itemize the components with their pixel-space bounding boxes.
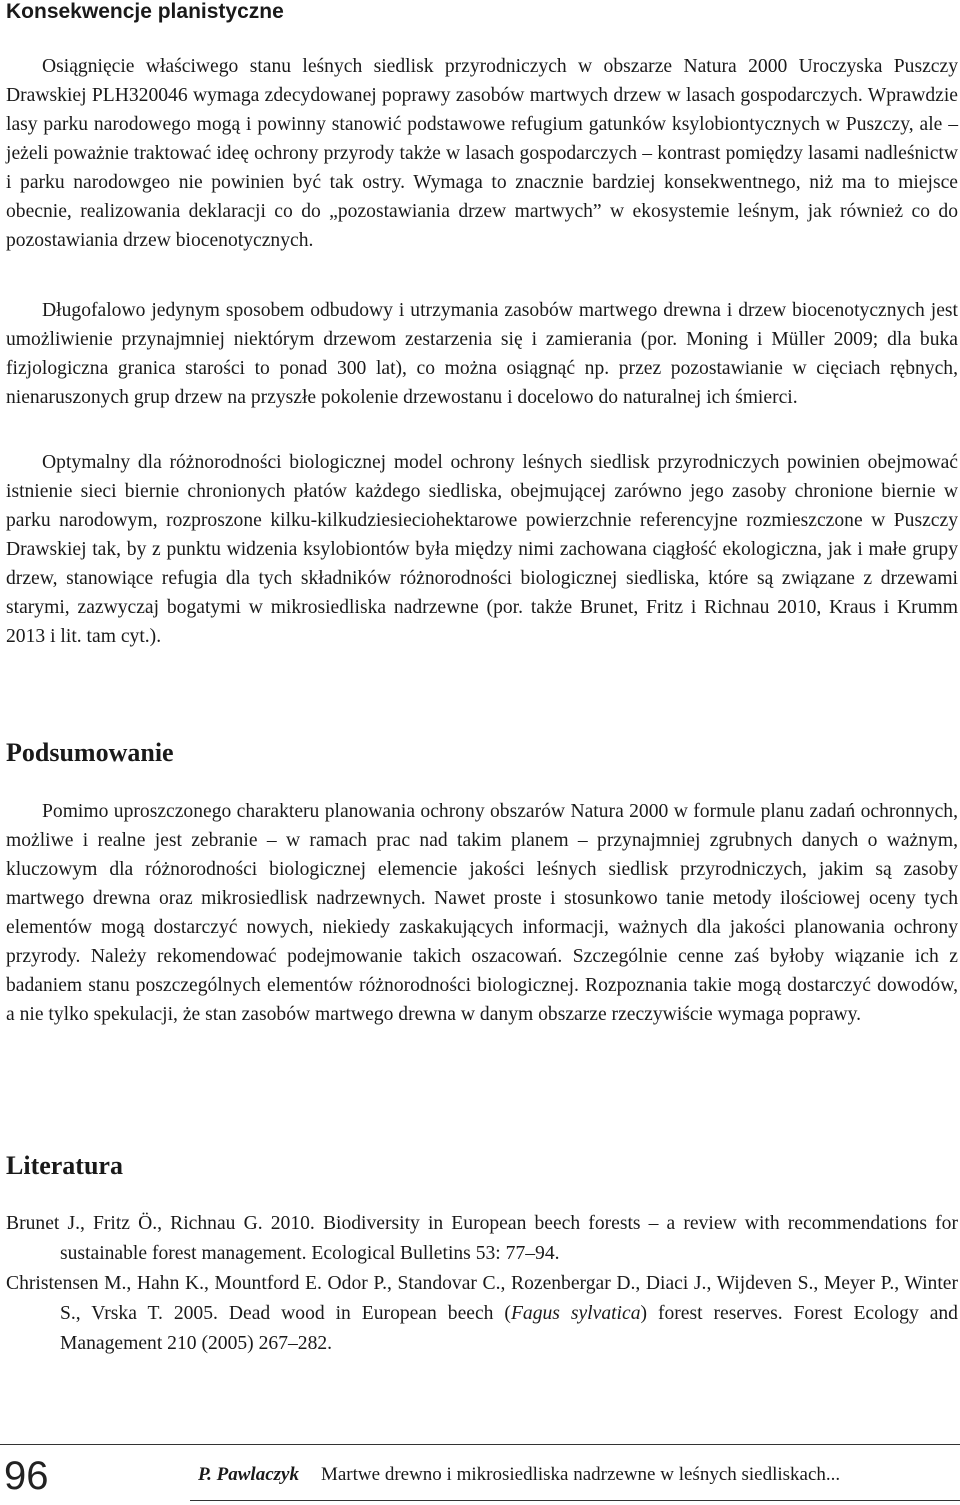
paragraph-consequences-1: Osiągnięcie właściwego stanu leśnych siedlisk przyrodniczych w obszarze Natura 2000 Uroczyska Puszczy Drawskiej PLH320046 wymaga zdecydowanej poprawy zasobów martwych drzew w lasach gospodarczych. Wprawdzie lasy parku narodowego mogą i powinny stanowić podstawowe refugium gatunków ksylobiontycznych w Puszczy, ale – jeżeli poważnie traktować ideę ochrony przyrody także w lasach gospodarczych – kontrast pomiędzy lasami nadleśnictw i parku narodowgeo nie powinien być tak ostry. Wymaga to znacznie bardziej konsekwentnego, niż ma to miejsce obecnie, realizowania deklaracji co do „pozostawiania drzew martwych” w ekosystemie leśnym, jak również co do pozostawiania drzew biocenotycznych. — [6, 56, 958, 251]
footer-title: Martwe drewno i mikrosiedliska nadrzewne w leśnych siedliskach... — [320, 1464, 841, 1485]
species-name: Fagus sylvatica — [510, 1303, 641, 1324]
reference-item: Brunet J., Fritz Ö., Richnau G. 2010. Biodiversity in European beech forests – a review with recommendations for sustainable forest management. Ecological Bulletins 53: 77–94. — [6, 1213, 958, 1264]
paragraph-consequences-2: Długofalowo jedynym sposobem odbudowy i utrzymania zasobów martwego drewna i drzew biocenotycznych jest umożliwienie przynajmniej niektórym drzewom zestarzenia się i zamierania (por. Moning i Müller 2009; dla buka fizjologiczna granica starości to ponad 300 lat), co można osiągnąć np. przez pozostawianie w cięciach rębnych, nienaruszonych grup drzew na przyszłe pokolenie drzewostanu i docelowo do naturalnej ich śmierci. — [6, 300, 958, 408]
paragraph-summary: Pomimo uproszczonego charakteru planowania ochrony obszarów Natura 2000 w formule planu zadań ochronnych, możliwe i realne jest zebranie – w ramach prac nad takim planem – przynajmniej zgrubnych danych o ważnym, kluczowym dla różnorodności biologicznej elemencie jakości leśnych siedlisk przyrodniczych, jakim są zasoby martwego drewna oraz mikrosiedlisk nadrzewnych. Nawet proste i stosunkowo tanie metody ilościowej oceny tych elementów mogą dostarczyć nowych, niekiedy zaskakujących informacji, ważnych dla jakości planowania ochrony przyrody. Należy rekomendować podejmowanie takich oszacowań. Szczególnie cenne zaś byłoby wiązanie ich z badaniem stanu poszczególnych elementów różnorodności biologicznej. Rozpoznania takie mogą dostarczyć dowodów, a nie tylko spekulacji, że stan zasobów martwego drewna w danym obszarze rzeczywiście wymaga poprawy. — [6, 801, 958, 1025]
running-footer — [198, 1462, 958, 1488]
footer-divider — [0, 1444, 960, 1445]
footer-underline — [190, 1500, 960, 1501]
section-heading-summary: Podsumowanie — [6, 738, 174, 767]
footer-author: P. Pawlaczyk — [198, 1464, 299, 1485]
page-number: 96 — [4, 1454, 49, 1498]
paragraph-consequences-3: Optymalny dla różnorodności biologicznej model ochrony leśnych siedlisk przyrodniczych powinien obejmować istnienie sieci biernie chronionych płatów każdego siedliska, obejmującej zarówno jego zasoby chronione biernie w parku narodowym, rozproszone kilku-kilkudziesieciohektarowe powierzchnie referencyjne rozmieszczone w Puszczy Drawskiej tak, by z punktu widzenia ksylobiontów była między nimi zachowana ciągłość ekologiczna, jak i małe grupy drzew, stanowiące refugia dla tych składników różnorodności biologicznej siedliska, które są związane z drzewami starymi, zazwyczaj bogatymi w mikrosiedliska nadrzewne (por. także Brunet, Fritz i Richnau 2010, Kraus i Krumm 2013 i lit. tam cyt.). — [6, 452, 958, 647]
reference-list — [6, 1209, 958, 1359]
section-heading-literature: Literatura — [6, 1151, 123, 1180]
section-heading-consequences: Konsekwencje planistyczne — [6, 0, 284, 23]
reference-text: ) forest reserves. Forest Ecology and Management 210 (2005) 267–282. — [60, 1303, 958, 1354]
reference-text: Christensen M., Hahn K., Mountford E. Odor P., Standovar C., Rozenbergar D., Diaci J., Wijdeven S., Meyer P., Winter S., Vrska T. 2005. Dead wood in European beech ( — [6, 1273, 958, 1324]
reference-item — [6, 1269, 958, 1359]
